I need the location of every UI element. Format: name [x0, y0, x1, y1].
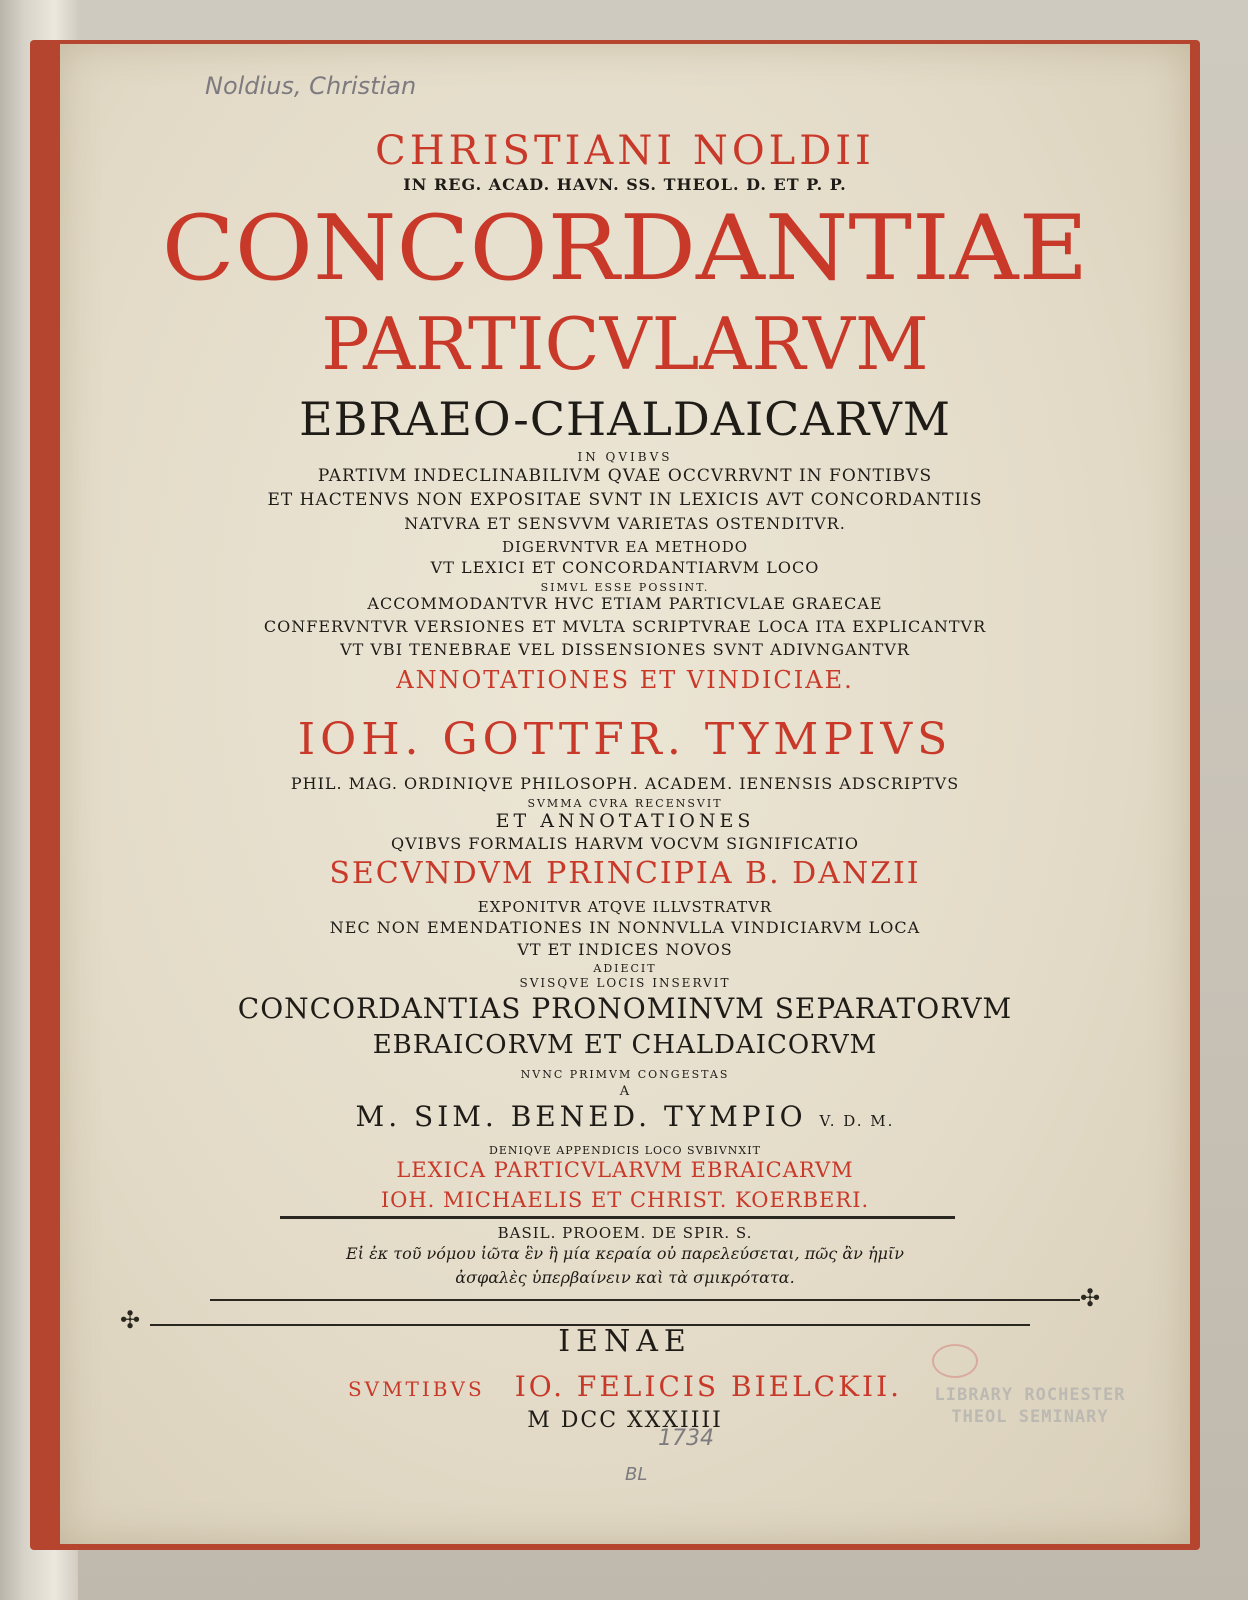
editor-name: IOH. GOTTFR. TYMPIVS: [297, 714, 953, 765]
library-stamp-line-1: LIBRARY ROCHESTER: [934, 1385, 1126, 1405]
nec-non-line: NEC NON EMENDATIONES IN NONNVLLA VINDICIARVM LOCA: [329, 918, 921, 937]
title-line-2: PARTICVLARVM: [321, 302, 929, 386]
sim-bened-name: M. SIM. BENED. TYMPIO: [355, 1100, 807, 1133]
nunc-primum: NVNC PRIMVM CONGESTAS: [520, 1068, 730, 1081]
handwritten-initials: BL: [625, 1464, 648, 1485]
desc-line-1: PARTIVM INDECLINABILIVM QVAE OCCVRRVNT IN FONTIBVS: [317, 466, 933, 486]
secundum-principia: SECVNDVM PRINCIPIA B. DANZII: [329, 856, 921, 891]
adiecit-line: ADIECIT: [593, 962, 657, 975]
library-stamp-line-2: THEOL SEMINARY: [951, 1407, 1109, 1427]
desc-line-5: VT LEXICI ET CONCORDANTIARVM LOCO: [430, 558, 820, 577]
greek-quote-line-1: Εἰ ἐκ τοῦ νόμου ἰῶτα ἓν ἢ μία κεραία οὐ παρελεύσεται, πῶς ἂν ἡμῖν: [346, 1244, 904, 1263]
rule-upper: [280, 1216, 955, 1219]
title-line-3: EBRAEO-CHALDAICARVM: [299, 392, 951, 446]
denique-line: DENIQVE APPENDICIS LOCO SVBIVNXIT: [489, 1144, 761, 1157]
desc-line-3: NATVRA ET SENSVVM VARIETAS OSTENDITVR.: [404, 514, 846, 533]
desc-line-4: DIGERVNTVR EA METHODO: [501, 538, 749, 556]
sim-bened-tympio: [60, 1100, 1190, 1133]
annotationes-heading: ANNOTATIONES ET VINDICIAE.: [396, 666, 854, 694]
imprint-year: M DCC XXXIIII: [527, 1408, 723, 1433]
red-ink-stamp: [932, 1344, 978, 1378]
publisher-name: IO. FELICIS BIELCKII.: [514, 1370, 903, 1403]
handwritten-owner-name: Noldius, Christian: [205, 72, 417, 100]
et-annotationes: ET ANNOTATIONES: [495, 810, 755, 832]
author-credentials: IN REG. ACAD. HAVN. SS. THEOL. D. ET P. P.: [403, 175, 847, 194]
desc-line-7: ACCOMMODANTVR HVC ETIAM PARTICVLAE GRAECAE: [367, 594, 883, 613]
desc-line-2: ET HACTENVS NON EXPOSITAE SVNT IN LEXICIS AVT CONCORDANTIIS: [267, 490, 983, 510]
quibus-line: QVIBVS FORMALIS HARVM VOCVM SIGNIFICATIO: [390, 834, 860, 853]
ebraicorum-line: EBRAICORVM ET CHALDAICORVM: [372, 1030, 878, 1060]
handwritten-catalog-number: 1734: [658, 1426, 714, 1451]
desc-line-8: CONFERVNTVR VERSIONES ET MVLTA SCRIPTVRAE LOCA ITA EXPLICANTVR: [263, 617, 987, 636]
in-quibus: IN QVIBVS: [577, 450, 673, 464]
rule-mid: [210, 1299, 1080, 1301]
michaelis-line: IOH. MICHAELIS ET CHRIST. KOERBERI.: [380, 1188, 870, 1212]
desc-line-6: SIMVL ESSE POSSINT.: [540, 581, 710, 594]
library-stamp: [900, 1384, 1160, 1428]
editor-credentials: PHIL. MAG. ORDINIQVE PHILOSOPH. ACADEM. IENENSIS ADSCRIPTVS: [290, 774, 960, 793]
lexica-line: LEXICA PARTICVLARVM EBRAICARVM: [396, 1158, 854, 1182]
suisque-line: SVISQVE LOCIS INSERVIT: [519, 976, 731, 990]
author-name: CHRISTIANI NOLDII: [375, 128, 875, 174]
sumtibus: SVMTIBVS: [347, 1377, 485, 1401]
summa-cura: SVMMA CVRA RECENSVIT: [527, 797, 723, 810]
ornament-left-icon: ✣: [120, 1306, 141, 1334]
greek-quote-line-2: ἀσφαλὲς ὑπερβαίνειν καὶ τὰ σμικρότατα.: [455, 1268, 795, 1287]
title-page: [60, 44, 1190, 1544]
basil-citation: BASIL. PROOEM. DE SPIR. S.: [497, 1224, 753, 1242]
exponitur-line: EXPONITVR ATQVE ILLVSTRATVR: [477, 898, 773, 916]
concordantias-pronominum: CONCORDANTIAS PRONOMINVM SEPARATORVM: [237, 992, 1013, 1025]
vt-et-line: VT ET INDICES NOVOS: [517, 940, 733, 959]
preposition-a: A: [619, 1084, 631, 1099]
vdm-credential: V. D. M.: [819, 1112, 895, 1130]
title-line-1: CONCORDANTIAE: [161, 196, 1089, 301]
place-ienae: IENAE: [558, 1324, 692, 1359]
desc-line-9: VT VBI TENEBRAE VEL DISSENSIONES SVNT ADIVNGANTVR: [340, 640, 910, 659]
ornament-right-icon: ✣: [1080, 1284, 1101, 1312]
